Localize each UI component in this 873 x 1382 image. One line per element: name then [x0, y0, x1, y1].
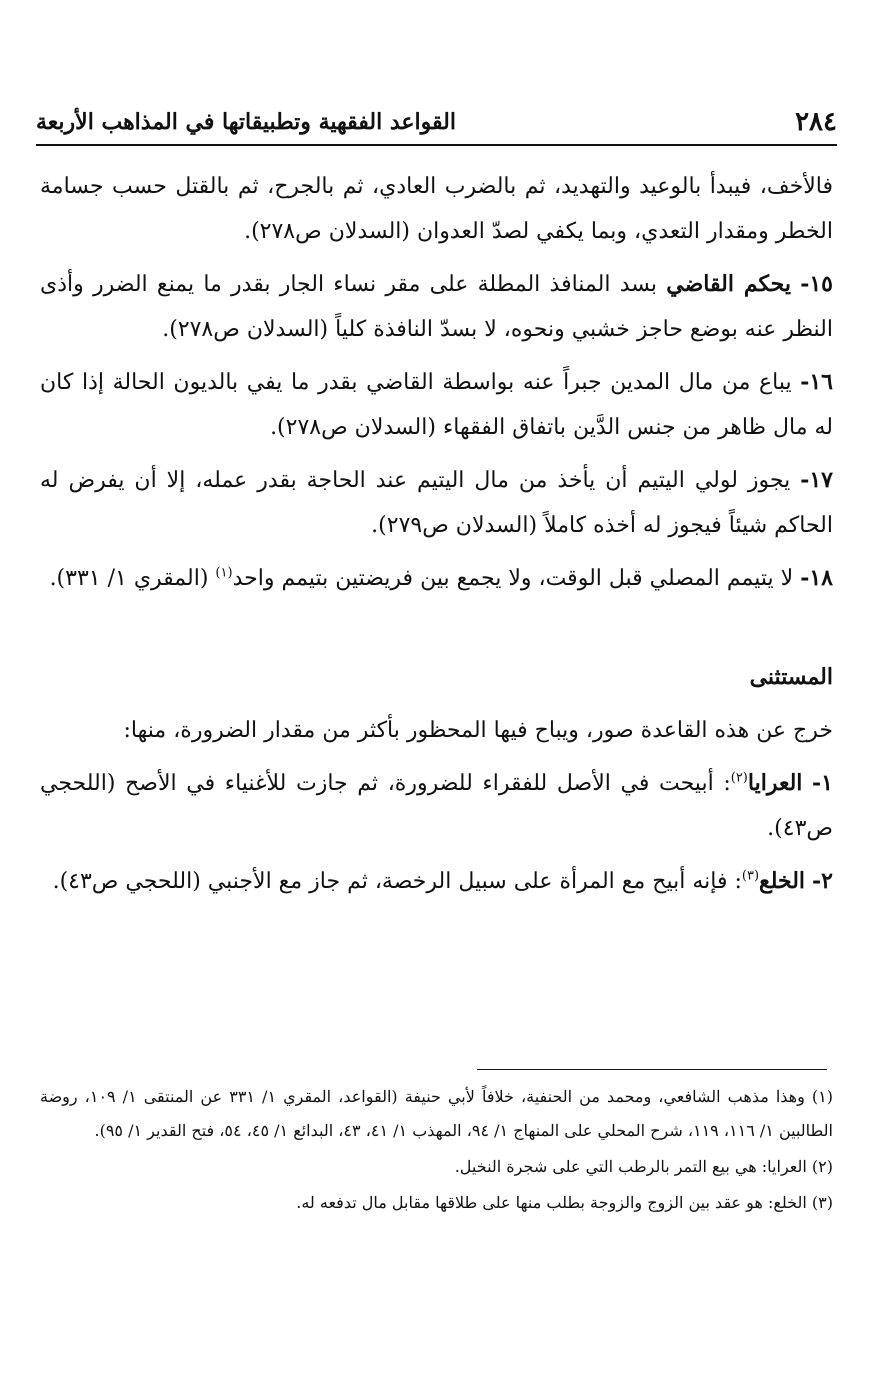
- footnote-ref[interactable]: (٢): [730, 770, 748, 786]
- item-number: ١٦-: [800, 369, 833, 395]
- footnote-ref[interactable]: (١): [215, 565, 233, 581]
- footnote-text: الخلع: هو عقد بين الزوج والزوجة بطلب منها على طلاقها مقابل مال تدفعه له.: [296, 1193, 807, 1212]
- footnote-ref[interactable]: (٣): [741, 868, 760, 884]
- footnote-text: وهذا مذهب الشافعي، ومحمد من الحنفية، خلافاً لأبي حنيفة (القواعد، المقري ١/ ٣٣١ عن المنتقى ١/ ١٠٩، روضة الطالبين ١/ ١١٦، ١١٩، شرح المحلي على المنهاج ١/ ٩٤، المهذب ١/ ٤١، ٤٣، البدائع ١/ ٤٥، ٥٤، فتح القدير ١/ ٩٥).: [40, 1087, 833, 1140]
- footnote-divider: [477, 1069, 827, 1070]
- footnote-3: [40, 1186, 833, 1220]
- footnote-marker: (٢): [811, 1157, 833, 1176]
- page-number: ٢٨٤: [795, 107, 837, 137]
- footnotes: [40, 1080, 833, 1222]
- rule-item-15: [40, 262, 833, 352]
- item-text: بسد المنافذ المطلة على مقر نساء الجار بقدر ما يمنع الضرر وأذى النظر عنه بوضع حاجز خشبي ونحوه، لا بسدّ النافذة كلياً (السدلان ص٢٧٨).: [40, 272, 833, 342]
- main-text: [40, 164, 833, 904]
- item-keyword: الخلع: [759, 868, 806, 894]
- exception-item-2: [40, 859, 833, 904]
- exception-item-1: [40, 761, 833, 851]
- item-text-after: (المقري ١/ ٣٣١).: [49, 566, 216, 591]
- item-text: لا يتيمم المصلي قبل الوقت، ولا يجمع بين فريضتين بتيمم واحد: [232, 566, 794, 591]
- item-text: : أبيحت في الأصل للفقراء للضرورة، ثم جازت للأغنياء في الأصح (اللحجي ص٤٣).: [40, 771, 833, 841]
- item-keyword: يحكم القاضي: [666, 271, 791, 297]
- item-number: ١-: [812, 770, 833, 796]
- running-header: [36, 100, 837, 146]
- footnote-text: العرايا: هي بيع التمر بالرطب التي على شجرة النخيل.: [454, 1157, 807, 1176]
- item-number: ١٥-: [800, 271, 833, 297]
- footnote-marker: (١): [811, 1087, 834, 1106]
- item-number: ٢-: [812, 868, 833, 894]
- exception-heading: المستثنى: [749, 664, 833, 690]
- rule-item-18: [40, 556, 833, 601]
- rule-item-17: [40, 458, 833, 548]
- item-text: : فإنه أبيح مع المرأة على سبيل الرخصة، ثم جاز مع الأجنبي (اللحجي ص٤٣).: [52, 869, 742, 894]
- item-text: يجوز لولي اليتيم أن يأخذ من مال اليتيم عند الحاجة بقدر عمله، إلا أن يفرض له الحاكم شيئاً فيجوز له أخذه كاملاً (السدلان ص٢٧٩).: [40, 468, 833, 538]
- footnote-2: [40, 1150, 833, 1184]
- footnote-marker: (٣): [811, 1193, 833, 1212]
- intro-paragraph: فالأخف، فيبدأ بالوعيد والتهديد، ثم بالضرب العادي، ثم بالجرح، ثم بالقتل حسب جسامة الخطر ومقدار التعدي، وبما يكفي لصدّ العدوان (السدلان ص٢٧٨).: [40, 174, 833, 244]
- footnote-1: [40, 1080, 833, 1148]
- item-text: يباع من مال المدين جبراً عنه بواسطة القاضي بقدر ما يفي بالديون الحالة إذا كان له مال ظاهر من جنس الدَّين باتفاق الفقهاء (السدلان ص٢٧٨).: [40, 370, 833, 440]
- exception-intro: خرج عن هذه القاعدة صور، ويباح فيها المحظور بأكثر من مقدار الضرورة، منها:: [123, 718, 833, 743]
- item-number: ١٧-: [800, 467, 833, 493]
- item-keyword: العرايا: [747, 770, 803, 796]
- book-title: القواعد الفقهية وتطبيقاتها في المذاهب الأربعة: [36, 109, 456, 135]
- item-number: ١٨-: [800, 565, 833, 591]
- rule-item-16: [40, 360, 833, 450]
